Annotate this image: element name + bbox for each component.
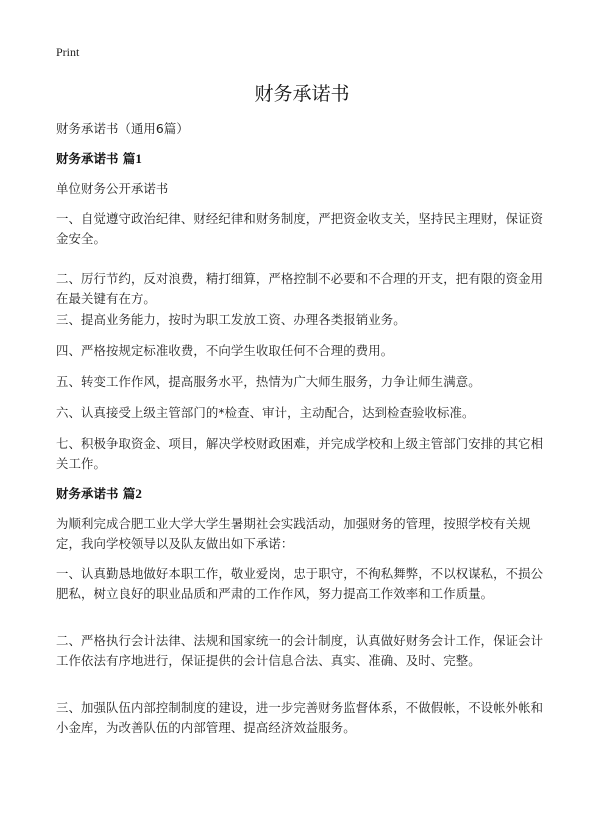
print-link[interactable]: Print [56,45,80,59]
document-title: 财务承诺书 [254,83,350,105]
section-1-heading-text: 财务承诺书 篇 [56,151,136,166]
section-1-heading [56,149,548,169]
section-2-intro: 为顺利完成合肥工业大学大学生暑期社会实践活动，加强财务的管理，按照学校有关规定，我向学校领导以及队友做出如下承诺： [56,516,531,551]
section-2-item-2: 二、严格执行会计法律、法规和国家统一的会计制度，认真做好财务会计工作，保证会计工作依法有序地进行，保证提供的会计信息合法、真实、准确、及时、完整。 [56,633,544,668]
section-2-item-1: 一、认真勤恳地做好本职工作，敬业爱岗，忠于职守，不徇私舞弊，不以权谋私，不损公肥私，树立良好的职业品质和严肃的工作作风，努力提高工作效率和工作质量。 [56,566,544,601]
section-2-item-3: 三、加强队伍内部控制制度的建设，进一步完善财务监督体系，不做假帐，不设帐外帐和小金库，为改善队伍的内部管理、提高经济效益服务。 [56,700,544,735]
section-2-heading-text: 财务承诺书 篇 [56,486,136,501]
section-1-heading-number: 1 [135,151,142,166]
section-1-item-1: 一、自觉遵守政治纪律、财经纪律和财务制度，严把资金收支关，坚持民主理财，保证资金安全。 [56,211,544,246]
section-1-item-2: 二、厉行节约，反对浪费，精打细算，严格控制不必要和不合理的开支，把有限的资金用在最关键有在方。 [56,271,544,306]
section-1-intro: 单位财务公开承诺书 [56,181,169,196]
section-1-item-5: 五、转变工作作风，提高服务水平，热情为广大师生服务，力争让师生满意。 [56,374,481,389]
document-subtitle: 财务承诺书（通用6篇） [56,121,189,136]
section-1-item-4: 四、严格按规定标准收费，不向学生收取任何不合理的费用。 [56,343,394,358]
section-2-heading-number: 2 [135,486,142,501]
section-1-item-3: 三、提高业务能力，按时为职工发放工资、办理各类报销业务。 [56,312,406,327]
section-1-item-7: 七、积极争取资金、项目，解决学校财政困难，并完成学校和上级主管部门安排的其它相关工作。 [56,436,544,471]
section-2-heading [56,484,548,504]
section-1-item-6: 六、认真接受上级主管部门的*检查、审计，主动配合，达到检查验收标准。 [56,405,475,420]
